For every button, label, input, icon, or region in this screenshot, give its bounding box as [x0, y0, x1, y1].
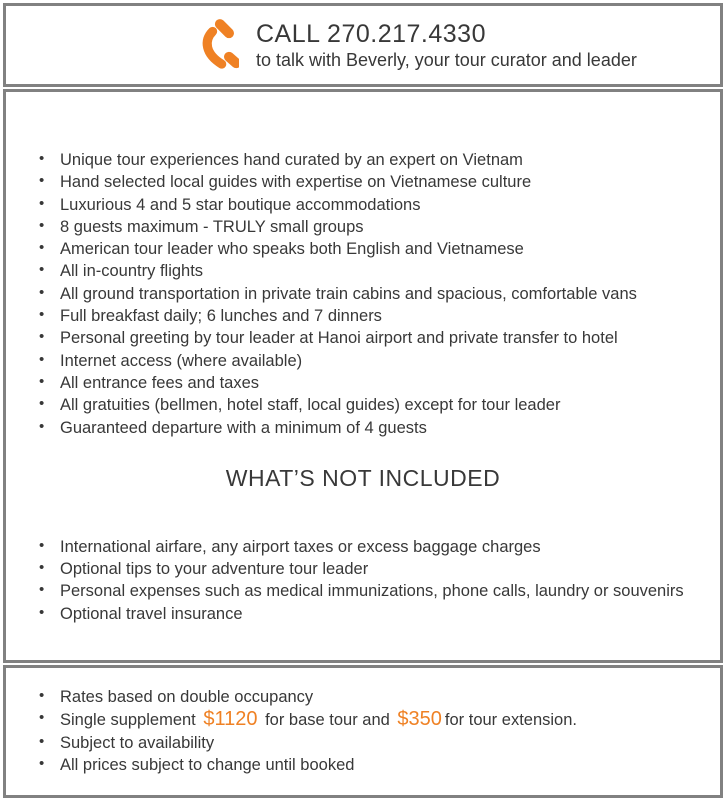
list-item — [39, 394, 710, 416]
bullet-icon: • — [39, 283, 45, 301]
bullet-icon: • — [39, 239, 45, 257]
list-item-text: Optional travel insurance — [60, 604, 243, 623]
single-supplement-line — [60, 708, 577, 731]
bullet-icon: • — [39, 194, 45, 212]
bullet-icon: • — [39, 150, 45, 167]
extension-price: $350 — [397, 708, 442, 731]
call-text-block — [256, 20, 637, 71]
list-item — [39, 536, 710, 558]
bullet-icon: • — [39, 172, 45, 190]
rates-list — [6, 686, 720, 776]
list-item — [39, 732, 710, 754]
not-included-heading: WHAT’S NOT INCLUDED — [225, 464, 501, 491]
not-included-list — [6, 536, 720, 625]
list-item — [39, 558, 710, 580]
bullet-icon: • — [39, 328, 45, 346]
call-banner — [3, 3, 723, 87]
list-item — [39, 708, 710, 731]
list-item-text: Personal greeting by tour leader at Hanoi airport and private transfer to hotel — [60, 329, 618, 348]
list-item — [39, 194, 710, 216]
phone-icon — [199, 19, 239, 71]
call-subtitle: to talk with Beverly, your tour curator and leader — [256, 49, 637, 70]
list-item-text: All entrance fees and taxes — [60, 373, 260, 392]
list-item-text: 8 guests maximum - TRULY small groups — [60, 217, 364, 236]
bullet-icon: • — [39, 372, 45, 390]
list-item — [39, 350, 710, 372]
bullet-icon: • — [39, 687, 45, 704]
list-item — [39, 283, 710, 305]
included-list — [6, 149, 720, 439]
list-item-text: Personal expenses such as medical immunizations, phone calls, laundry or souvenirs — [60, 582, 684, 601]
list-item — [39, 171, 710, 193]
list-item-text: All gratuities (bellmen, hotel staff, local guides) except for tour leader — [60, 396, 561, 415]
list-item-text: All prices subject to change until booked — [60, 755, 355, 774]
list-item-text: Internet access (where available) — [60, 351, 303, 370]
list-item-text: Optional tips to your adventure tour leader — [60, 560, 369, 579]
bullet-icon: • — [39, 709, 45, 727]
tour-details-box — [3, 89, 723, 663]
list-item — [39, 305, 710, 327]
list-item-text: Subject to availability — [60, 733, 215, 752]
list-item-text: Single supplement — [60, 711, 201, 730]
list-item-text: All ground transportation in private train cabins and spacious, comfortable vans — [60, 284, 637, 303]
list-item-text: American tour leader who speaks both English and Vietnamese — [60, 240, 524, 259]
list-item — [39, 149, 710, 171]
bullet-icon: • — [39, 732, 45, 750]
list-item — [39, 372, 710, 394]
list-item — [39, 327, 710, 349]
list-item-text: Luxurious 4 and 5 star boutique accommodations — [60, 195, 421, 214]
bullet-icon: • — [39, 603, 45, 621]
bullet-icon: • — [39, 306, 45, 324]
rates-box — [3, 665, 723, 798]
list-item-text: for base tour and — [260, 711, 395, 730]
list-item-text: for tour extension. — [444, 711, 577, 730]
list-item — [39, 238, 710, 260]
list-item-text: Unique tour experiences hand curated by an expert on Vietnam — [60, 151, 523, 169]
bullet-icon: • — [39, 350, 45, 368]
list-item-text: Hand selected local guides with expertise on Vietnamese culture — [60, 173, 532, 192]
bullet-icon: • — [39, 395, 45, 413]
bullet-icon: • — [39, 417, 45, 435]
list-item-text: Guaranteed departure with a minimum of 4 guests — [60, 418, 427, 437]
list-item — [39, 603, 710, 625]
bullet-icon: • — [39, 536, 45, 554]
list-item — [39, 216, 710, 238]
bullet-icon: • — [39, 216, 45, 234]
bullet-icon: • — [39, 559, 45, 577]
list-item-text: International airfare, any airport taxes or excess baggage charges — [60, 537, 541, 556]
list-item-text: Full breakfast daily; 6 lunches and 7 dinners — [60, 307, 382, 326]
list-item — [39, 754, 710, 776]
list-item-text: Rates based on double occupancy — [60, 688, 314, 706]
list-item-text: All in-country flights — [60, 262, 204, 281]
bullet-icon: • — [39, 261, 45, 279]
bullet-icon: • — [39, 754, 45, 772]
base-tour-price: $1120 — [203, 708, 258, 731]
list-item — [39, 580, 710, 602]
list-item — [39, 260, 710, 282]
bullet-icon: • — [39, 581, 45, 599]
call-phone-number: CALL 270.217.4330 — [256, 19, 486, 48]
list-item — [39, 417, 710, 439]
list-item — [39, 686, 710, 708]
